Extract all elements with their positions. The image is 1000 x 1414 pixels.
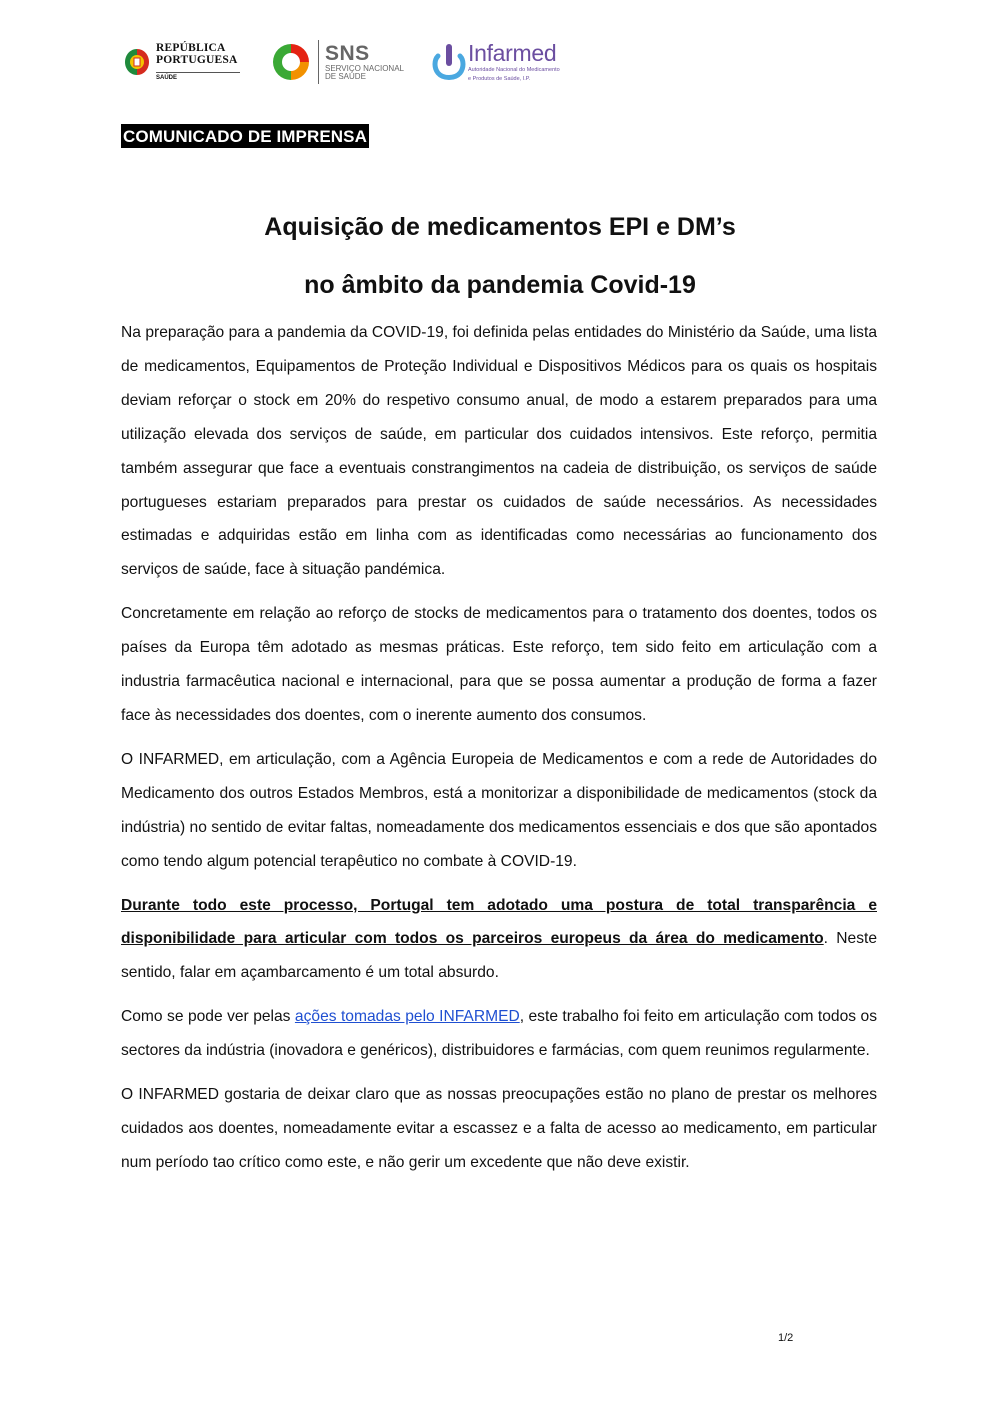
paragraph-5 xyxy=(121,1000,877,1068)
infarmed-actions-link[interactable]: ações tomadas pelo INFARMED xyxy=(294,1008,520,1026)
sns-title: SNS xyxy=(325,41,370,65)
paragraph-6: O INFARMED gostaria de deixar claro que as nossas preocupações estão no plano de prestar os melhores cuidados aos doentes, nomeadamente evitar a escassez e a falta de acesso ao medicamento, em particular num período tao crítico como este, e não gerir um excedente que não deve existir. xyxy=(121,1086,877,1171)
paragraph-4 xyxy=(121,889,877,991)
infarmed-mark-icon xyxy=(432,42,466,82)
infarmed-name: Infarmed xyxy=(468,39,557,66)
paragraph-4-rest: . Neste sentido, falar em açambarcamento é um total absurdo. xyxy=(121,930,878,982)
portugal-emblem-icon xyxy=(122,47,152,77)
body-text xyxy=(121,316,877,1190)
page-number: 1/2 xyxy=(778,1332,794,1344)
press-release-label: COMUNICADO DE IMPRENSA xyxy=(121,124,369,148)
sns-subtitle-2: DE SAÚDE xyxy=(325,72,366,82)
paragraph-3: O INFARMED, em articulação, com a Agência Europeia de Medicamentos e com a rede de Autoridades do Medicamento dos outros Estados Membros, está a monitorizar a disponibilidade de medicamentos (stock da indústria) no sentido de evitar faltas, nomeadamente dos medicamentos essenciais e dos que são apontados como tendo algum potencial terapêutico no combate à COVID-19. xyxy=(121,750,877,870)
rp-line1: REPÚBLICA xyxy=(156,42,226,54)
republica-portuguesa-logo xyxy=(122,43,246,81)
sns-circle-icon xyxy=(270,41,312,83)
sns-subtitle-1: SERVIÇO NACIONAL xyxy=(325,63,404,73)
title-line-1: Aquisição de medicamentos EPI e DM’s xyxy=(264,213,736,241)
rp-line2: PORTUGUESA xyxy=(156,53,238,66)
paragraph-1: Na preparação para a pandemia da COVID-19, foi definida pelas entidades do Ministério da Saúde, uma lista de medicamentos, Equipamentos de Proteção Individual e Dispositivos Médicos para os quais os hospitais deviam reforçar o stock em 20% do respetivo consumo anual, de modo a estarem preparados para uma utilização elevada dos serviços de saúde, em particular dos cuidados intensivos. Este reforço, permitia também assegurar que face a eventuais constrangimentos na cadeia de distribuição, os serviços de saúde portugueses estariam preparados para prestar os cuidados de saúde necessários. As necessidades estimadas e adquiridas estão em linha com as identificadas como necessárias ao funcionamento dos serviços de saúde, face à situação pandémica. xyxy=(121,324,877,579)
sns-divider xyxy=(318,40,319,84)
sns-logo xyxy=(270,40,410,84)
header-logos xyxy=(122,34,568,90)
infarmed-subtitle-1: Autoridade Nacional do Medicamento xyxy=(468,66,560,73)
paragraph-4-emphasis: Durante todo este processo, Portugal tem adotado uma postura de total transparência e disponibilidade para articular com todos os parceiros europeus da área do medicamento xyxy=(121,896,877,948)
title-line-2: no âmbito da pandemia Covid-19 xyxy=(304,271,696,299)
paragraph-5-pre: Como se pode ver pelas xyxy=(121,1008,295,1026)
paragraph-2: Concretamente em relação ao reforço de stocks de medicamentos para o tratamento dos doentes, todos os países da Europa têm adotado as mesmas práticas. Este reforço, tem sido feito em articulação com a industria farmacêutica nacional e internacional, para que se possa aumentar a produção de forma a fazer face às necessidades dos doentes, com o inerente aumento dos consumos. xyxy=(121,605,877,724)
paragraph-5-post: , este trabalho foi feito em articulação com todos os sectores da indústria (inovadora e genéricos), distribuidores e farmácias, com quem reunimos regularmente. xyxy=(121,1008,877,1060)
document-title xyxy=(0,198,1000,314)
rp-line3: SAÚDE xyxy=(156,72,240,81)
infarmed-subtitle-2: e Produtos de Saúde, I.P. xyxy=(468,75,531,82)
infarmed-logo xyxy=(432,39,568,82)
